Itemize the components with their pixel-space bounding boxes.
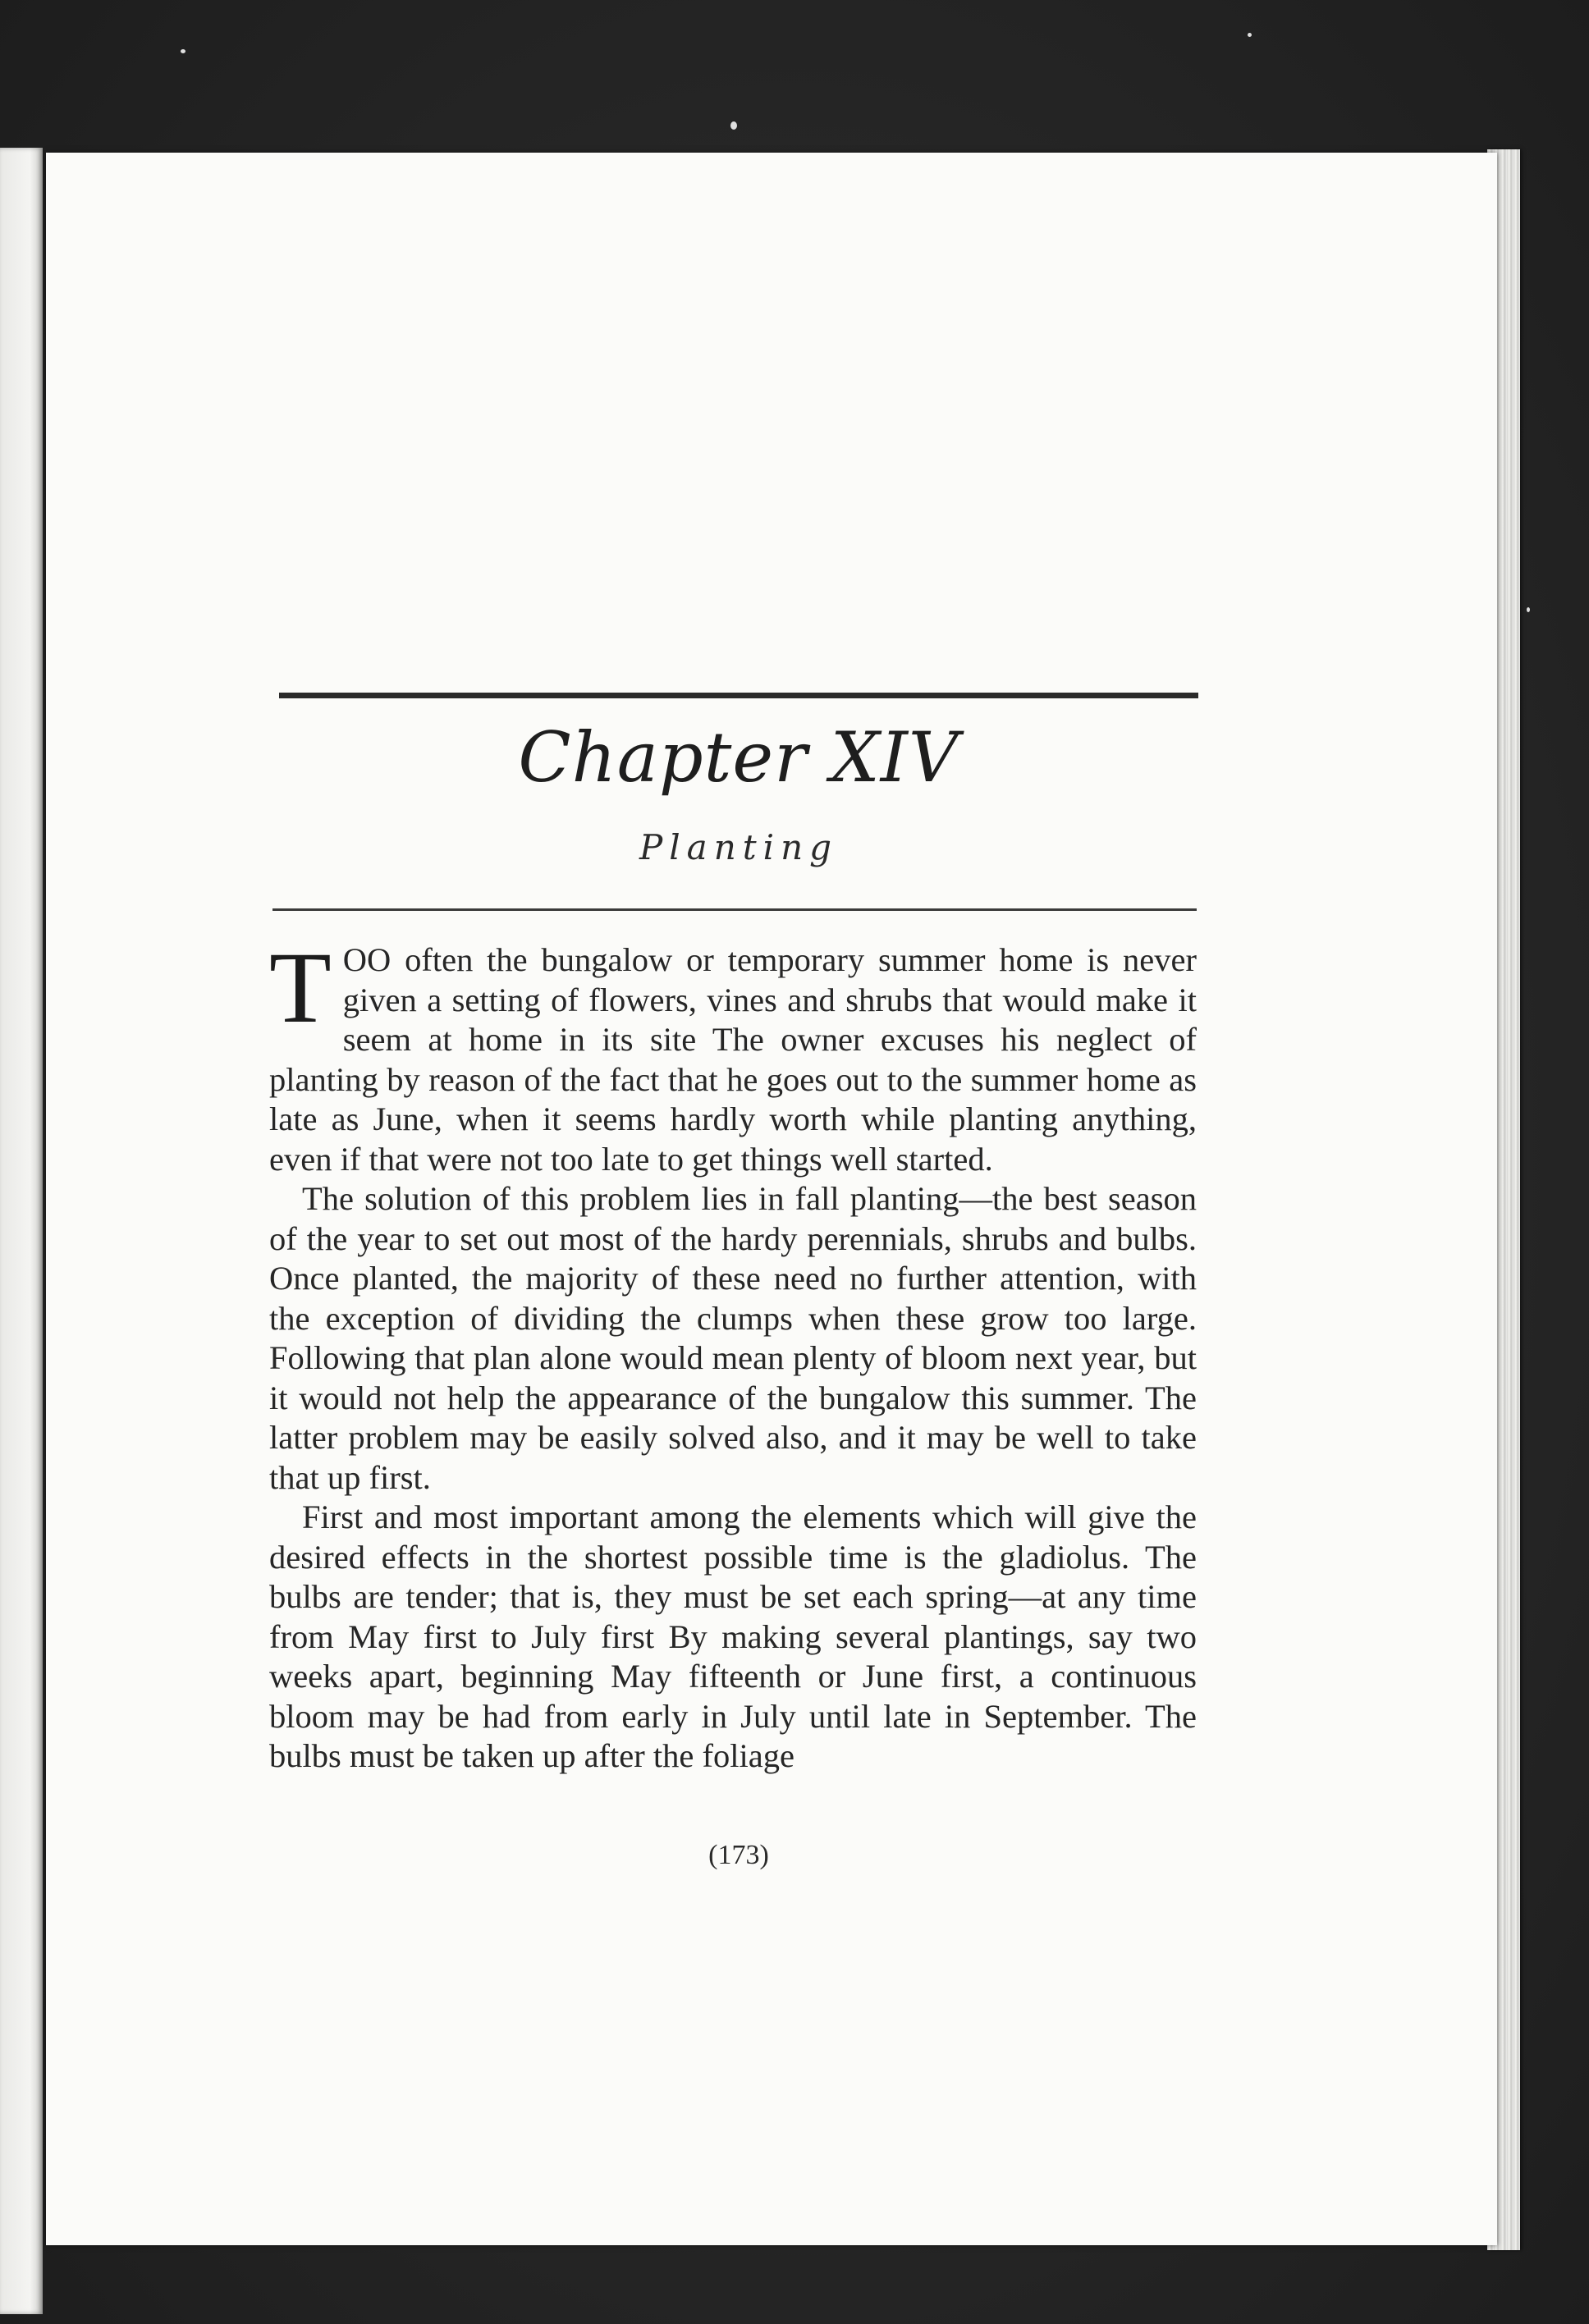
chapter-title: Chapter XIV bbox=[518, 717, 959, 798]
dust-speck bbox=[181, 49, 185, 53]
dust-speck bbox=[1248, 33, 1252, 37]
chapter-top-rule bbox=[279, 693, 1198, 698]
dust-speck bbox=[1527, 607, 1530, 612]
facing-page-edge bbox=[0, 148, 43, 2314]
paragraph: The solution of this problem lies in fall planting—the best season of the year to set out most of the hardy perennials, shrubs and bulbs. Once planted, the majority of these need no further attention, with the exception of dividing the clumps when these grow too large. Following that plan alone would mean plenty of bloom next year, but it would not help the appearance of the bungalow this summer. The latter problem may be easily solved also, and it may be well to take that up first. bbox=[269, 1180, 1197, 1496]
body-text bbox=[269, 931, 1197, 1777]
drop-cap: T bbox=[269, 931, 332, 1044]
paragraph: First and most important among the elements which will give the desired effects in the shortest possible time is the gladiolus. The bulbs are tender; that is, they must be set each spring—at any time from May first to July first By making several plantings, say two weeks apart, beginning May fifteenth or June first, a continuous bloom may be had from early in July until late in September. The bulbs must be taken up after the foliage bbox=[269, 1498, 1197, 1774]
paragraph bbox=[269, 931, 1197, 1179]
chapter-bottom-rule bbox=[272, 908, 1197, 911]
dust-speck bbox=[730, 121, 737, 130]
page-number: (173) bbox=[708, 1840, 769, 1870]
chapter-subtitle: Planting bbox=[639, 827, 839, 867]
paragraph-text: OO often the bungalow or temporary summer home is never given a setting of flowers, vines and shrubs that would make it seem at home in its site The owner excuses his neglect of planting by reason of the fact that he goes out to the summer home as late as June, when it seems hardly worth while planting anything, even if that were not too late to get things well started. bbox=[269, 941, 1197, 1178]
